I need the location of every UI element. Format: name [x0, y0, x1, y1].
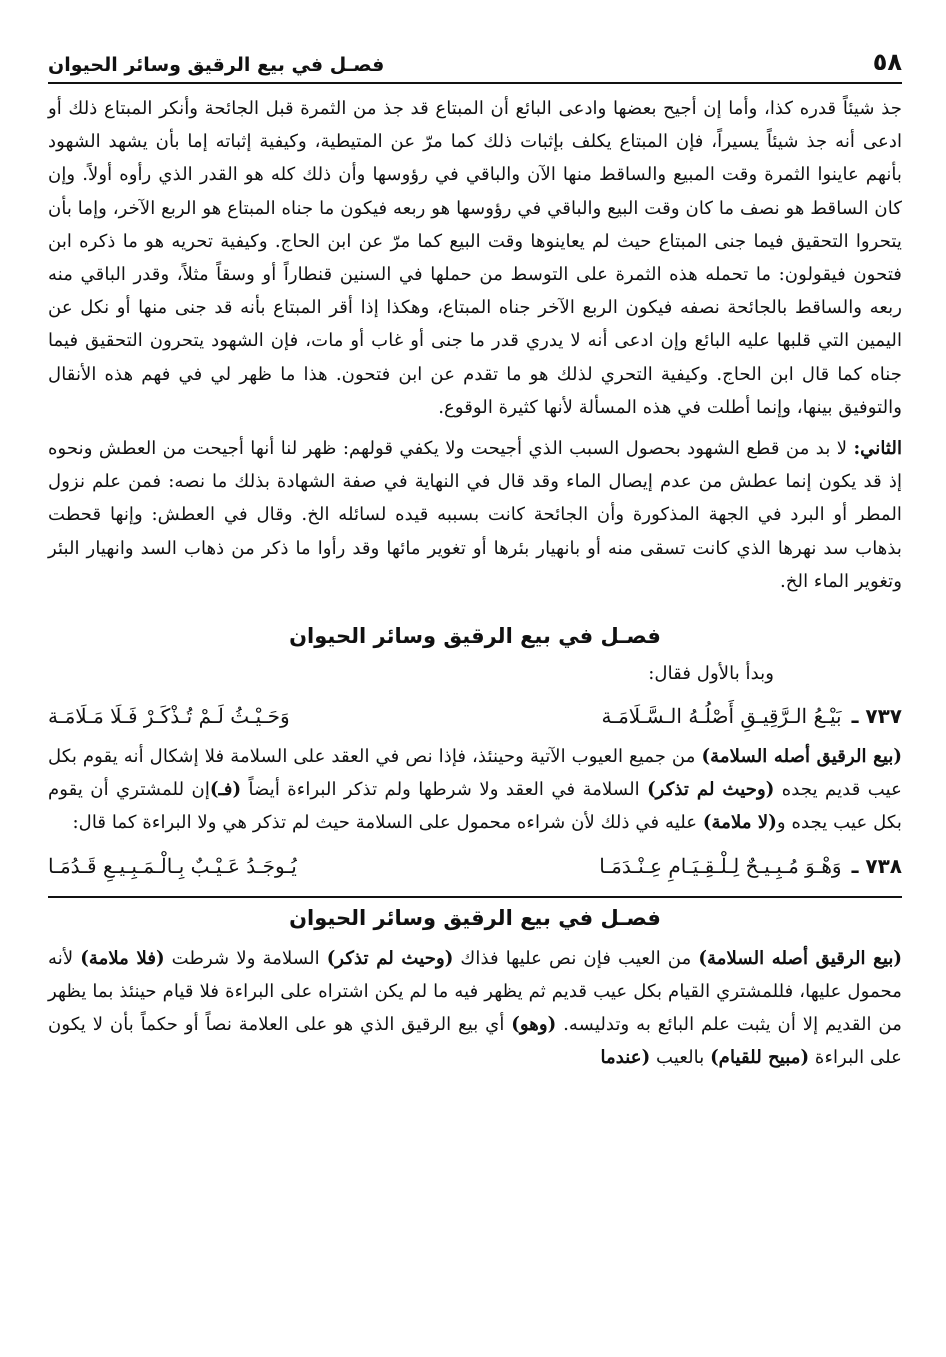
commentary-text: عليه في ذلك لأن شراءه محمول على السلامة حيث لم تذكر هي ولا البراءة كما قال:: [72, 812, 703, 834]
quoted-text: (بيع الرقيق أصله السلامة): [701, 746, 902, 768]
explanation-paragraph: [48, 942, 902, 1075]
verse-commentary: [48, 740, 902, 840]
page-content: [48, 92, 902, 1074]
explanation-text: بالعيب: [650, 1047, 711, 1069]
page-number: ٥٨: [872, 48, 902, 76]
verse-738: [48, 846, 902, 886]
section-title-1: فصـل في بيع الرقيق وسائر الحيوان: [289, 624, 661, 649]
verse-first-hemistich: وَهْـوَ مُـبِـيـحٌ لِـلْـقِـيَـامِ عِـنْـدَمَـا: [599, 853, 842, 878]
explanation-text: من العيب فإن نص عليها فذاك: [453, 947, 699, 969]
verse-first-hemistich: بَيْـعُ الـرَّقِيـقِ أَصْلُـهُ الـسَّـلَامَـة: [601, 704, 842, 729]
commentary-text: السلامة في العقد ولا شرطها ولم تذكر البراءة أيضاً: [241, 779, 648, 801]
commentary-text: إن للمشتري أن يقوم بكل عيب يجده و: [48, 779, 902, 834]
verse-number: ٧٣٧ ـ: [851, 704, 902, 729]
quoted-text: (لا ملامة): [702, 812, 777, 834]
running-title: فصـل في بيع الرقيق وسائر الحيوان: [48, 54, 385, 76]
explanation-text: أي بيع الرقيق الذي هو على العلامة نصاً أو حكماً بأن لا يكون على البراءة: [48, 1014, 902, 1069]
section-intro: وبدأ بالأول فقال:: [648, 663, 774, 685]
explanation-text: لأنه محمول عليها، فللمشتري القيام بكل عيب قديم ثم يظهر فيه ما لم يكن اشتراه على البراءة فلا قيام حينئذ بما يظهر من القديم إلا أن يثبت علم البائع به وتدليسه.: [48, 947, 902, 1036]
quoted-text: (وهو): [511, 1014, 557, 1036]
paragraph-first: جذ شيئاً قدره كذا، وأما إن أجيح بعضها وادعى البائع أن المبتاع قد جذ من الثمرة قبل الجائحة وأنكر المبتاع ذلك أو ادعى أنه جذ شيئاً يسيراً، فإن المبتاع يكلف بإثبات ذلك كما مرّ عن المتيطية، وكيفية إثباته إما بأن يشهد الشهود بأنهم عاينوا الثمرة وقت المبيع والساقط منها الآن والباقي في رؤوسها وأن ذلك كله هو القدر الذي رأوه أولاً. وإن كان الساقط هو نصف ما كان وقت البيع والباقي في رؤوسها هو ربعه فيكون ما جناه المبتاع هو الربع الآخر، وإما بأن يتحروا التحقيق فيما جنى المبتاع حيث لم يعاينوها وقت البيع كما مرّ عن ابن الحاج. وكيفية تحريه هو ما ذكره ابن فتحون فيقولون: ما تحمله هذه الثمرة على التوسط من حملها في السنين قنطاراً أو وسقاً مثلاً، وقدر الباقي منه ربعه والساقط بالجائحة نصفه فيكون الربع الآخر جناه المبتاع، وهكذا إذا أقر المبتاع بأنه قد جنى منها أو نكل عن اليمين التي قلبها عليه البائع وإن ادعى أنه لا يدري قدر ما جنى أو غاب أو مات، فإن الشهود يتحرون التحقيق فيما جناه كما قال ابن الحاج. وكيفية التحري لذلك هو ما تقدم عن ابن فتحون. هذا ما ظهر لي في فهم هذه الأنقال والتوفيق بينها، وإنما أطلت في هذه المسألة لأنها كثيرة الوقوع.: [48, 98, 902, 418]
paragraph-second: [48, 432, 902, 598]
explanation-text: السلامة ولا شرطت: [164, 947, 327, 969]
verse-second-hemistich: يُـوجَـدُ عَـيْـبٌ بِـالْـمَـبِـيـعِ قَـدُمَـا: [48, 853, 297, 878]
verse-number: ٧٣٨ ـ: [851, 853, 902, 878]
quoted-text: (بيع الرقيق أصله السلامة): [698, 947, 903, 969]
quoted-text: (وحيث لم تذكر): [326, 947, 454, 969]
quoted-text: (مبيح للقيام): [710, 1047, 810, 1069]
paragraph-lead: الثاني:: [853, 438, 902, 460]
paragraph-text: لا بد من قطع الشهود بحصول السبب الذي أجيحت ولا يكفي قولهم: ظهر لنا أنها أجيحت من العطش ونحوه إذ قد يكون إنما عطش من عدم إيصال الماء وقد قال في النهاية في صفة الشهادة بذلك ما نصه: فمن علم نزول المطر أو البرد في الجهة المذكورة وأن الجائحة كانت بسببه قيده لسائله الخ. وقال في العطش: وإنها قحطت بذهاب سد نهرها الذي كانت تسقى منه أو بانهيار بئرها أو تغوير مائها وقد رأوا ما ذكر من ذهاب السد وانهيار البئر وتغوير الماء الخ.: [48, 438, 902, 592]
verse-737: [48, 696, 902, 736]
verse-second-hemistich: وَحَـيْـثُ لَـمْ تُـذْكَـرْ فَـلَا مَـلَامَـة: [48, 704, 290, 729]
section-title-2: فصـل في بيع الرقيق وسائر الحيوان: [289, 905, 661, 930]
quoted-text: (وحيث لم تذكر): [647, 779, 775, 801]
quoted-text: (عندما: [600, 1047, 651, 1069]
commentary-text: من جميع العيوب الآتية وحينئذ، فإذا نص في العقد على السلامة فلا إشكال أنه يقوم بكل عيب قديم يجده: [48, 746, 902, 801]
quoted-text: (فلا ملامة): [80, 947, 165, 969]
quoted-text: (فـ): [209, 779, 242, 801]
page-header: [48, 30, 902, 84]
section-divider: [48, 896, 902, 898]
